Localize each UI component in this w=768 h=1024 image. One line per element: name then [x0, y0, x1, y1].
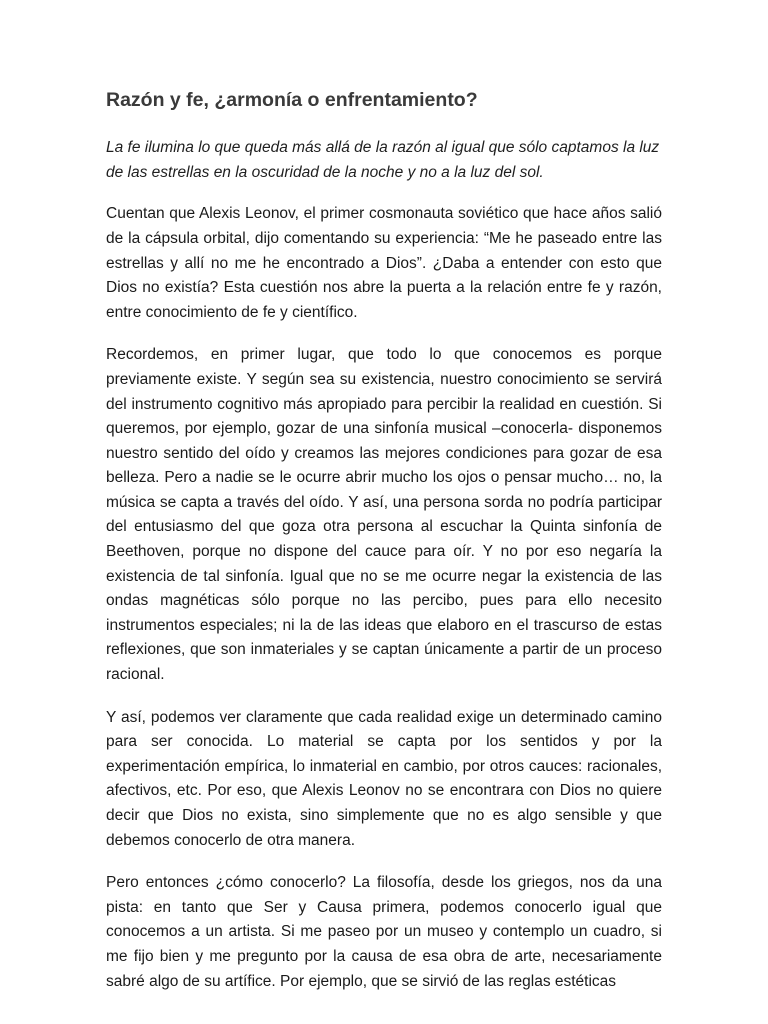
paragraph-2: Recordemos, en primer lugar, que todo lo que conocemos es porque previamente existe. Y según sea su existencia, nuestro conocimiento se servirá del instrumento cognitivo más apropiado para percibir la realidad en cuestión. Si queremos, por ejemplo, gozar de una sinfonía musical –conocerla- disponemos nuestro sentido del oído y creamos las mejores condiciones para gozar de esa belleza. Pero a nadie se le ocurre abrir mucho los ojos o pensar mucho… no, la música se capta a través del oído. Y así, una persona sorda no podría participar del entusiasmo del que goza otra persona al escuchar la Quinta sinfonía de Beethoven, porque no dispone del cauce para oír. Y no por eso negaría la existencia de tal sinfonía. Igual que no se me ocurre negar la existencia de las ondas magnéticas sólo porque no las percibo, pues para ello necesito instrumentos especiales; ni la de las ideas que elaboro en el trascurso de estas reflexiones, que son inmateriales y se captan únicamente a partir de un proceso racional.	[106, 346, 662, 684]
document-title: Razón y fe, ¿armonía o enfrentamiento?	[106, 89, 478, 111]
paragraph-1: Cuentan que Alexis Leonov, el primer cosmonauta soviético que hace años salió de la cápsula orbital, dijo comentando su experiencia: “Me he paseado entre las estrellas y allí no me he encontrado a Dios”. ¿Daba a entender con esto que Dios no existía? Esta cuestión nos abre la puerta a la relación entre fe y razón, entre conocimiento de fe y científico.	[106, 205, 662, 321]
document-page	[106, 88, 662, 1012]
paragraph-4: Pero entonces ¿cómo conocerlo? La filosofía, desde los griegos, nos da una pista: en tanto que Ser y Causa primera, podemos conocerlo igual que conocemos a un artista. Si me paseo por un museo y contemplo un cuadro, si me fijo bien y me pregunto por la causa de esa obra de arte, necesariamente sabré algo de su artífice. Por ejemplo, que se sirvió de las reglas estéticas	[106, 874, 662, 990]
lead-quote: La fe ilumina lo que queda más allá de la razón al igual que sólo captamos la luz de las estrellas en la oscuridad de la noche y no a la luz del sol.	[106, 139, 660, 182]
paragraph-3: Y así, podemos ver claramente que cada realidad exige un determinado camino para ser conocida. Lo material se capta por los sentidos y por la experimentación empírica, lo inmaterial en cambio, por otros cauces: racionales, afectivos, etc. Por eso, que Alexis Leonov no se encontrara con Dios no quiere decir que Dios no exista, sino simplemente que no es algo sensible y que debemos conocerlo de otra manera.	[106, 708, 662, 849]
